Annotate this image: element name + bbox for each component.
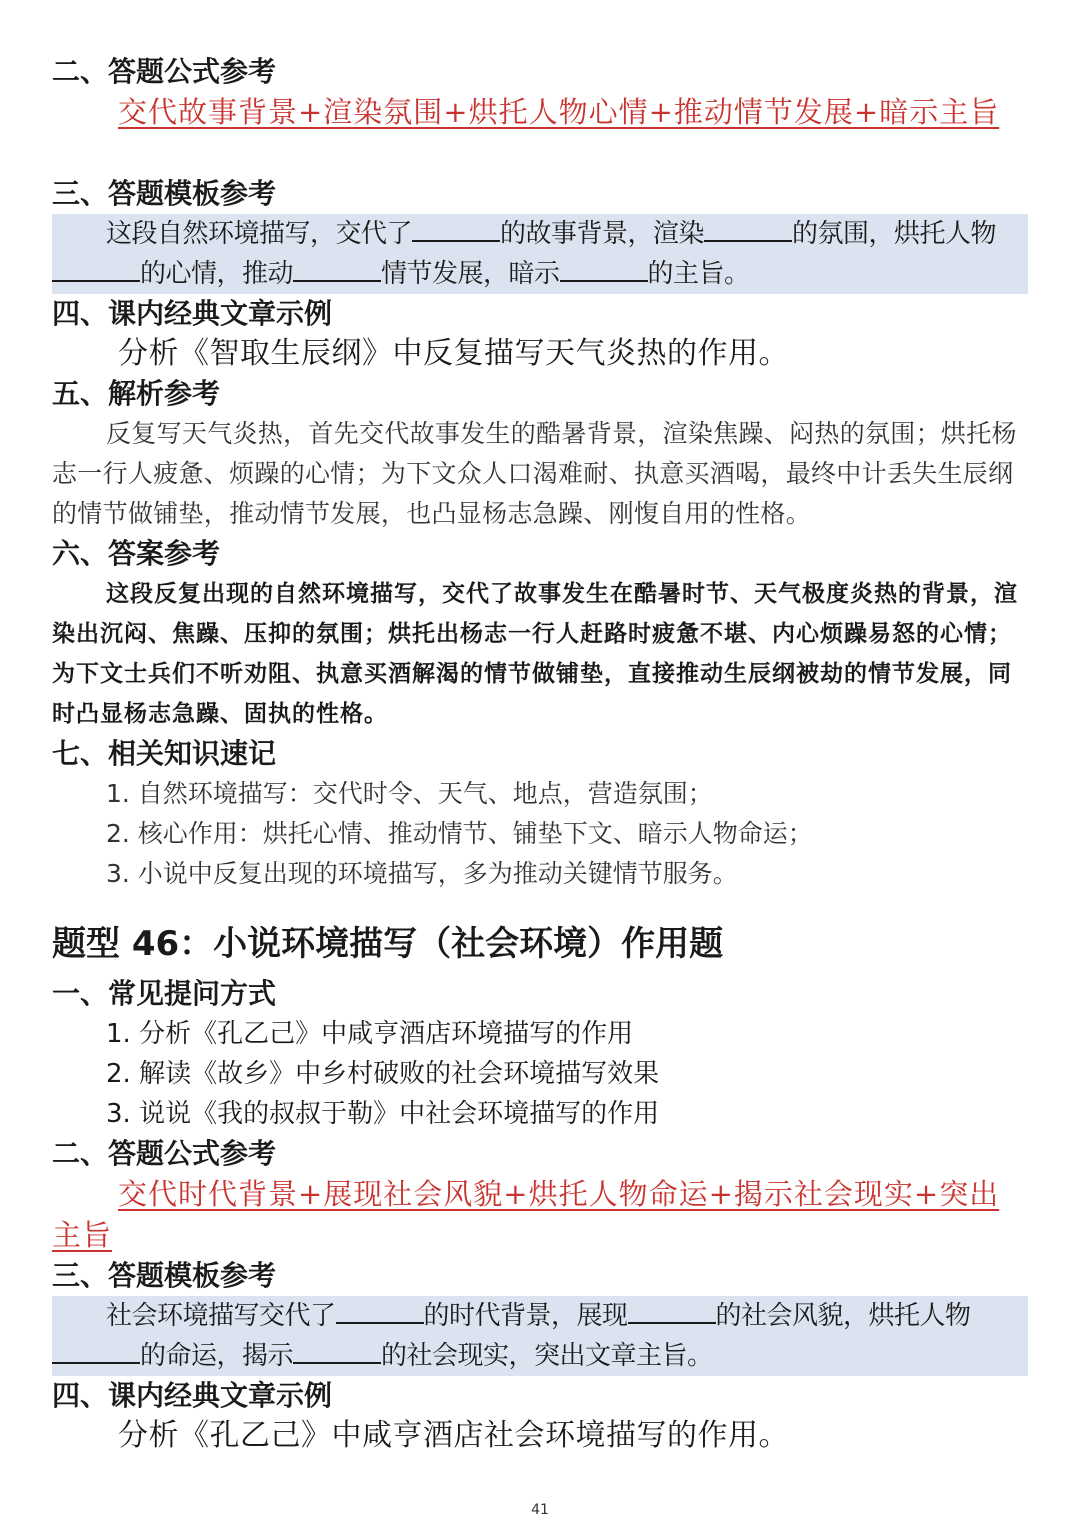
answer-formula-2: 交代时代背景+展现社会风貌+烘托人物命运+揭示社会现实+突出主旨 — [52, 1177, 1000, 1252]
section-heading-formula-2: 二、答题公式参考 — [52, 1137, 277, 1170]
section-heading-formula: 二、答题公式参考 — [52, 55, 277, 88]
blank-line — [336, 1300, 424, 1324]
section-heading-answer: 六、答案参考 — [52, 537, 221, 570]
section-heading-example-2: 四、课内经典文章示例 — [52, 1379, 333, 1412]
answer-template: 这段自然环境描写，交代了 的故事背景，渲染 的氛围，烘托人物的心情，推动 情节发展，暗示 的主旨。 — [52, 214, 1028, 294]
blank-line — [704, 218, 792, 242]
blank-line — [293, 258, 381, 282]
section-heading-template-2: 三、答题模板参考 — [52, 1259, 277, 1292]
section-heading-questions: 一、常见提问方式 — [52, 977, 277, 1010]
answer-text: 这段反复出现的自然环境描写，交代了故事发生在酷暑时节、天气极度炎热的背景，渲染出沉闷、焦躁、压抑的氛围；烘托出杨志一行人赶路时疲惫不堪、内心烦躁易怒的心情；为下文士兵们不听劝阻、执意买酒解渴的情节做铺垫，直接推动生辰纲被劫的情节发展，同时凸显杨志急躁、固执的性格。 — [52, 580, 1018, 727]
blank-line — [628, 1300, 716, 1324]
question-list — [52, 1014, 1028, 1134]
analysis-text: 反复写天气炎热，首先交代故事发生的酷暑背景，渲染焦躁、闷热的氛围；烘托杨志一行人疲惫、烦躁的心情；为下文众人口渴难耐、执意买酒喝，最终中计丢失生辰纲的情节做铺垫，推动情节发展，也凸显杨志急躁、刚愎自用的性格。 — [52, 419, 1017, 528]
classic-example: 分析《智取生辰纲》中反复描写天气炎热的作用。 — [118, 336, 789, 371]
document-page — [52, 52, 1028, 1456]
list-item: 3. 说说《我的叔叔于勒》中社会环境描写的作用 — [106, 1099, 660, 1129]
list-item: 2. 核心作用：烘托心情、推动情节、铺垫下文、暗示人物命运； — [106, 819, 813, 848]
classic-example-2: 分析《孔乙己》中咸亨酒店社会环境描写的作用。 — [118, 1418, 789, 1453]
section-heading-example: 四、课内经典文章示例 — [52, 297, 333, 330]
list-item: 3. 小说中反复出现的环境描写，多为推动关键情节服务。 — [106, 859, 738, 888]
list-item: 1. 自然环境描写：交代时令、天气、地点，营造氛围； — [106, 779, 713, 808]
answer-formula: 交代故事背景+渲染氛围+烘托人物心情+推动情节发展+暗示主旨 — [118, 95, 1000, 129]
list-item: 1. 分析《孔乙己》中咸亨酒店环境描写的作用 — [106, 1019, 634, 1049]
knowledge-notes — [52, 774, 1028, 894]
blank-line — [412, 218, 500, 242]
answer-template-2: 社会环境描写交代了 的时代背景，展现 的社会风貌，烘托人物的命运，揭示 的社会现实，突出文章主旨。 — [52, 1296, 1028, 1376]
question-type-title: 题型 46：小说环境描写（社会环境）作用题 — [52, 924, 724, 964]
blank-line — [52, 258, 140, 282]
blank-line — [560, 258, 648, 282]
blank-line — [293, 1340, 381, 1364]
section-heading-template: 三、答题模板参考 — [52, 177, 277, 210]
blank-line — [52, 1340, 140, 1364]
section-heading-notes: 七、相关知识速记 — [52, 737, 277, 770]
page-number: 41 — [531, 1502, 549, 1518]
section-heading-analysis: 五、解析参考 — [52, 377, 221, 410]
list-item: 2. 解读《故乡》中乡村破败的社会环境描写效果 — [106, 1059, 660, 1089]
